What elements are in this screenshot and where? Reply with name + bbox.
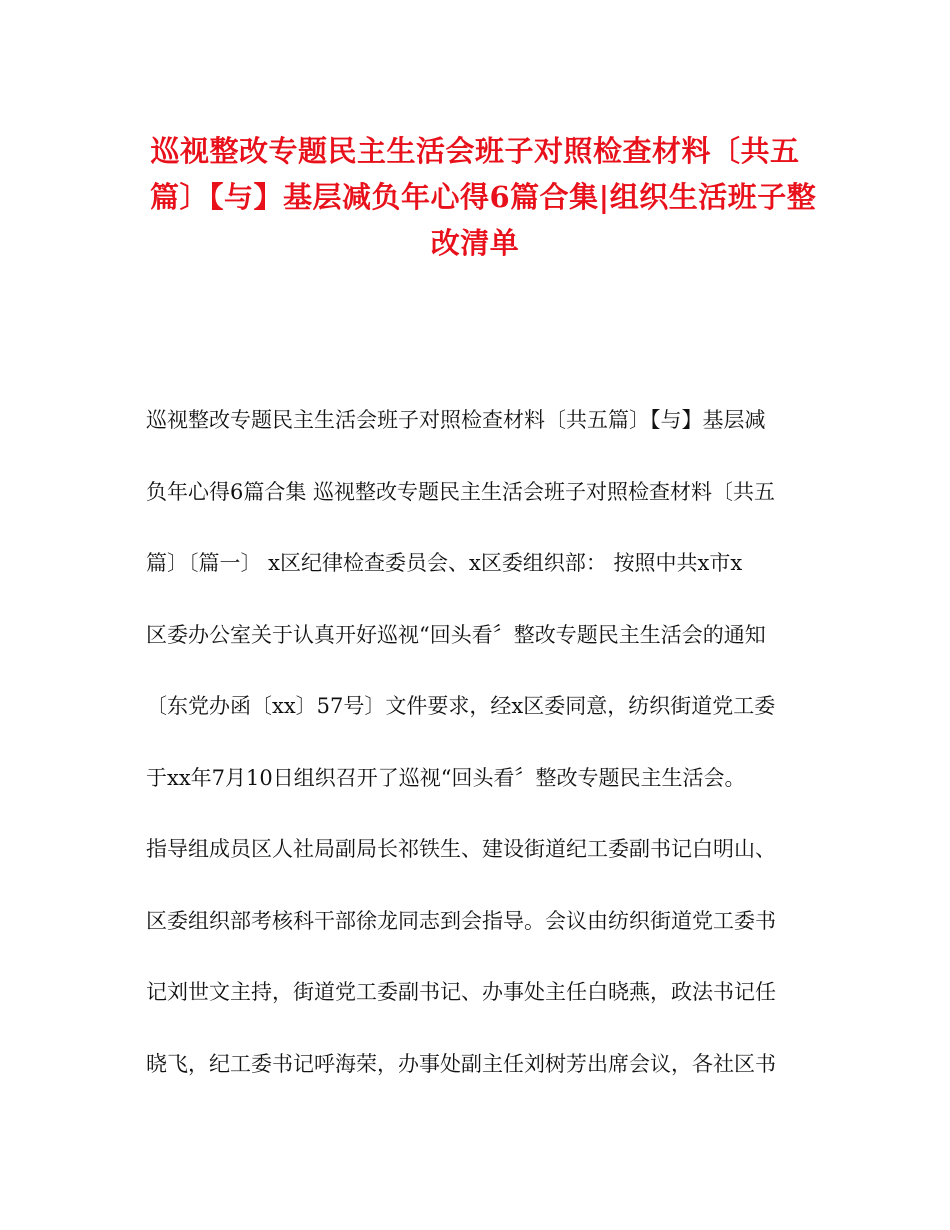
- title-line-3: 改清单: [430, 226, 520, 260]
- body-line: 负年心得6篇合集 巡视整改专题民主生活会班子对照检查材料〔共五: [146, 479, 776, 504]
- document-body: [146, 385, 811, 1100]
- title-line-2: 篇〕【与】基层减负年心得6篇合集|组织生活班子整: [150, 180, 817, 214]
- body-line: 指导组成员区人社局副局长祁铁生、建设街道纪工委副书记白明山、: [146, 837, 776, 861]
- body-line: 晓飞，纪工委书记呼海荣，办事处副主任刘树芳出席会议，各社区书: [146, 1051, 776, 1076]
- body-line: 〔东党办函〔xx〕57号〕文件要求，经x区委同意，纺织街道党工委: [146, 694, 776, 718]
- body-line: 巡视整改专题民主生活会班子对照检查材料〔共五篇〕【与】基层减: [146, 408, 766, 432]
- body-line: 于xx年7月10日组织召开了巡视“回头看〞整改专题民主生活会。: [146, 765, 746, 790]
- body-line: 区委组织部考核科干部徐龙同志到会指导。会议由纺织街道党工委书: [146, 908, 776, 933]
- document-title: [150, 128, 817, 266]
- body-line: 区委办公室关于认真开好巡视“回头看〞整改专题民主生活会的通知: [146, 622, 766, 647]
- title-line-1: 巡视整改专题民主生活会班子对照检查材料〔共五: [150, 134, 800, 168]
- body-line: 记刘世文主持，街道党工委副书记、办事处主任白晓燕，政法书记任: [146, 980, 776, 1004]
- body-line: 篇〕〔篇一〕 x区纪律检查委员会、x区委组织部： 按照中共x市x: [146, 551, 743, 575]
